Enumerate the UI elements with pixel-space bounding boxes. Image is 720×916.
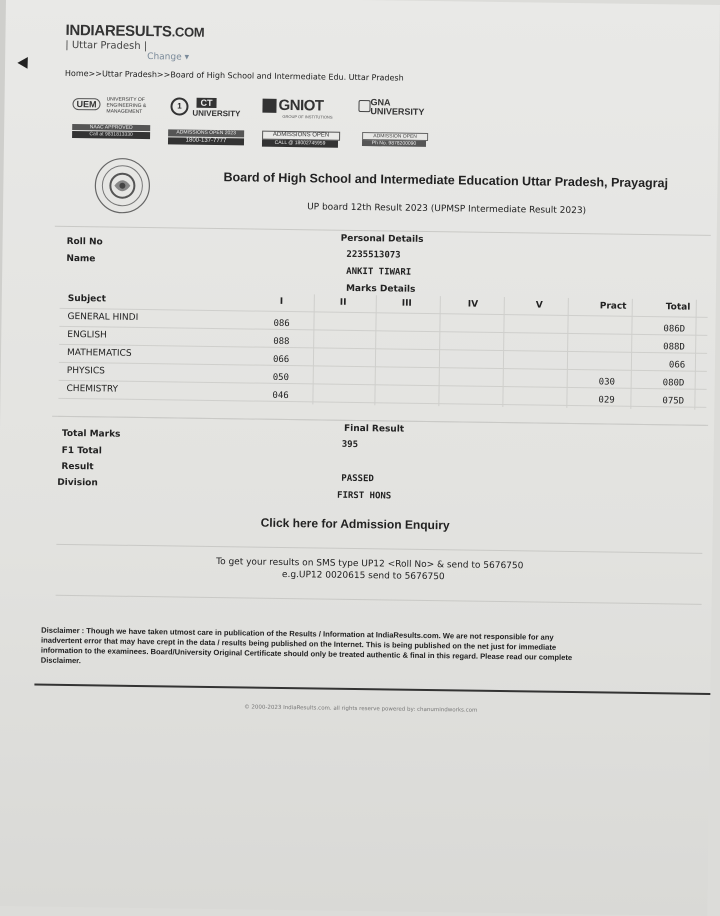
ad-ct-line2: 1800-137-7777 bbox=[168, 137, 244, 145]
marks-table bbox=[58, 291, 708, 426]
ad-gniot[interactable] bbox=[262, 97, 339, 150]
mark-pract: 029 bbox=[598, 395, 615, 406]
sms-info bbox=[56, 544, 703, 605]
total-marks-label: Total Marks bbox=[61, 428, 121, 440]
ad-uem[interactable] bbox=[72, 94, 151, 143]
subject-name: ENGLISH bbox=[67, 329, 107, 341]
mark-i: 088 bbox=[273, 336, 290, 348]
subject-name: GENERAL HINDI bbox=[67, 311, 139, 323]
personal-details bbox=[54, 226, 711, 296]
ad-gna-line1: ADMISSION OPEN bbox=[362, 132, 428, 141]
brand-suffix: .COM bbox=[171, 24, 205, 40]
subject-name: CHEMISTRY bbox=[66, 383, 119, 395]
ad-gna[interactable] bbox=[356, 98, 433, 151]
mark-total: 088D bbox=[663, 342, 685, 353]
ad-banner-strip bbox=[72, 94, 443, 155]
sms-instruction: To get your results on SMS type UP12 <Roll No> & send to 5676750 bbox=[216, 557, 524, 572]
name-label: Name bbox=[66, 253, 96, 265]
marks-details-label: Marks Details bbox=[345, 283, 416, 295]
ad-ct-university[interactable] bbox=[168, 95, 247, 148]
mark-total: 080D bbox=[662, 378, 685, 389]
mark-i: 050 bbox=[272, 372, 290, 384]
ad-ct-logo: CT bbox=[196, 98, 216, 108]
page-subtitle: UP board 12th Result 2023 (UPMSP Intermediate Result 2023) bbox=[307, 202, 587, 217]
result-value: PASSED bbox=[341, 473, 374, 485]
breadcrumb-sep: >> bbox=[156, 70, 171, 80]
col-iv: IV bbox=[467, 299, 479, 310]
result-label: Result bbox=[61, 461, 94, 473]
col-subject: Subject bbox=[67, 293, 107, 305]
ad-ct-line1: ADMISSIONS OPEN 2023 bbox=[168, 129, 244, 137]
col-total: Total bbox=[665, 302, 691, 313]
name-value: ANKIT TIWARI bbox=[346, 266, 412, 278]
roll-no-label: Roll No bbox=[66, 236, 103, 248]
f1-total-label: F1 Total bbox=[61, 445, 102, 457]
ad-gniot-logo: GNIOT bbox=[278, 96, 324, 115]
col-pract: Pract bbox=[599, 301, 627, 312]
ad-uem-line2: Call at 9831813330 bbox=[72, 131, 150, 139]
ad-uem-line1: NAAC APPROVED bbox=[72, 124, 150, 131]
brand-text: INDIARESULTS bbox=[65, 21, 172, 41]
gniot-logo-icon bbox=[262, 99, 276, 113]
mark-total: 086D bbox=[663, 324, 686, 335]
subject-name: MATHEMATICS bbox=[66, 347, 132, 359]
change-state-link[interactable]: Change ▾ bbox=[147, 52, 190, 63]
ad-uem-sub: UNIVERSITY OF ENGINEERING & MANAGEMENT bbox=[106, 96, 147, 115]
col-ii: II bbox=[339, 297, 347, 308]
col-iii: III bbox=[401, 298, 412, 309]
personal-details-label: Personal Details bbox=[340, 233, 424, 245]
gna-logo-icon bbox=[358, 100, 370, 112]
up-board-seal-icon bbox=[93, 156, 152, 215]
ad-gniot-line2: CALL @ 18002745959 bbox=[262, 140, 338, 148]
total-marks-value: 395 bbox=[341, 439, 359, 451]
ct-logo-icon: 1 bbox=[170, 97, 188, 115]
breadcrumb-home[interactable]: Home bbox=[64, 68, 89, 79]
mark-i: 086 bbox=[273, 318, 290, 330]
breadcrumb-state[interactable]: Uttar Pradesh bbox=[101, 69, 158, 80]
ad-ct-sub: UNIVERSITY bbox=[192, 108, 241, 119]
final-result bbox=[51, 416, 708, 506]
mark-total: 066 bbox=[668, 360, 686, 371]
footer-divider bbox=[34, 684, 710, 695]
page-title: Board of High School and Intermediate Education Uttar Pradesh, Prayagraj bbox=[223, 170, 669, 191]
breadcrumb-board: Board of High School and Intermediate Edu. Uttar Pradesh bbox=[170, 70, 404, 83]
division-value: FIRST HONS bbox=[337, 490, 392, 502]
disclaimer-text: Disclaimer : Though we have taken utmost care in publication of the Results / Information at IndiaResults.com. We are not responsible for any inadvertent error that may have crept in the data / results being published on the Internet. This is being published on the net just for immediate information to the examinees. Board/University Original Certificate should only be treated authentic & final in this regard. Please read our complete Disclaimer. bbox=[40, 625, 573, 666]
ad-uem-logo: UEM bbox=[72, 98, 100, 110]
breadcrumb-sep: >> bbox=[88, 69, 103, 79]
paper-fold bbox=[0, 0, 6, 906]
mark-i: 066 bbox=[272, 354, 290, 366]
final-result-label: Final Result bbox=[343, 423, 405, 435]
ad-gniot-sub: GROUP OF INSTITUTIONS bbox=[282, 113, 333, 120]
mark-total: 075D bbox=[662, 396, 685, 407]
division-label: Division bbox=[57, 477, 98, 489]
col-i: I bbox=[279, 296, 284, 307]
ad-gna-logo: GNA UNIVERSITY bbox=[370, 97, 425, 117]
mouse-cursor-icon bbox=[17, 57, 32, 72]
roll-no-value: 2235513073 bbox=[346, 249, 401, 261]
site-logo[interactable] bbox=[65, 22, 204, 41]
sms-example: e.g.UP12 0020615 send to 5676750 bbox=[281, 569, 445, 583]
admission-enquiry-link[interactable]: Click here for Admission Enquiry bbox=[260, 515, 450, 533]
breadcrumb bbox=[65, 69, 404, 83]
mark-pract: 030 bbox=[598, 377, 616, 388]
mark-i: 046 bbox=[272, 390, 289, 402]
col-v: V bbox=[535, 300, 543, 311]
ad-gna-line2: Ph No. 9878200090 bbox=[362, 140, 426, 147]
state-label: | Uttar Pradesh | bbox=[65, 39, 148, 53]
subject-name: PHYSICS bbox=[66, 365, 105, 377]
ad-gniot-line1: ADMISSIONS OPEN bbox=[262, 131, 340, 141]
copyright-footer: © 2000-2023 IndiaResults.com. all rights reserve powered by: chanumindworks.com bbox=[244, 704, 478, 714]
